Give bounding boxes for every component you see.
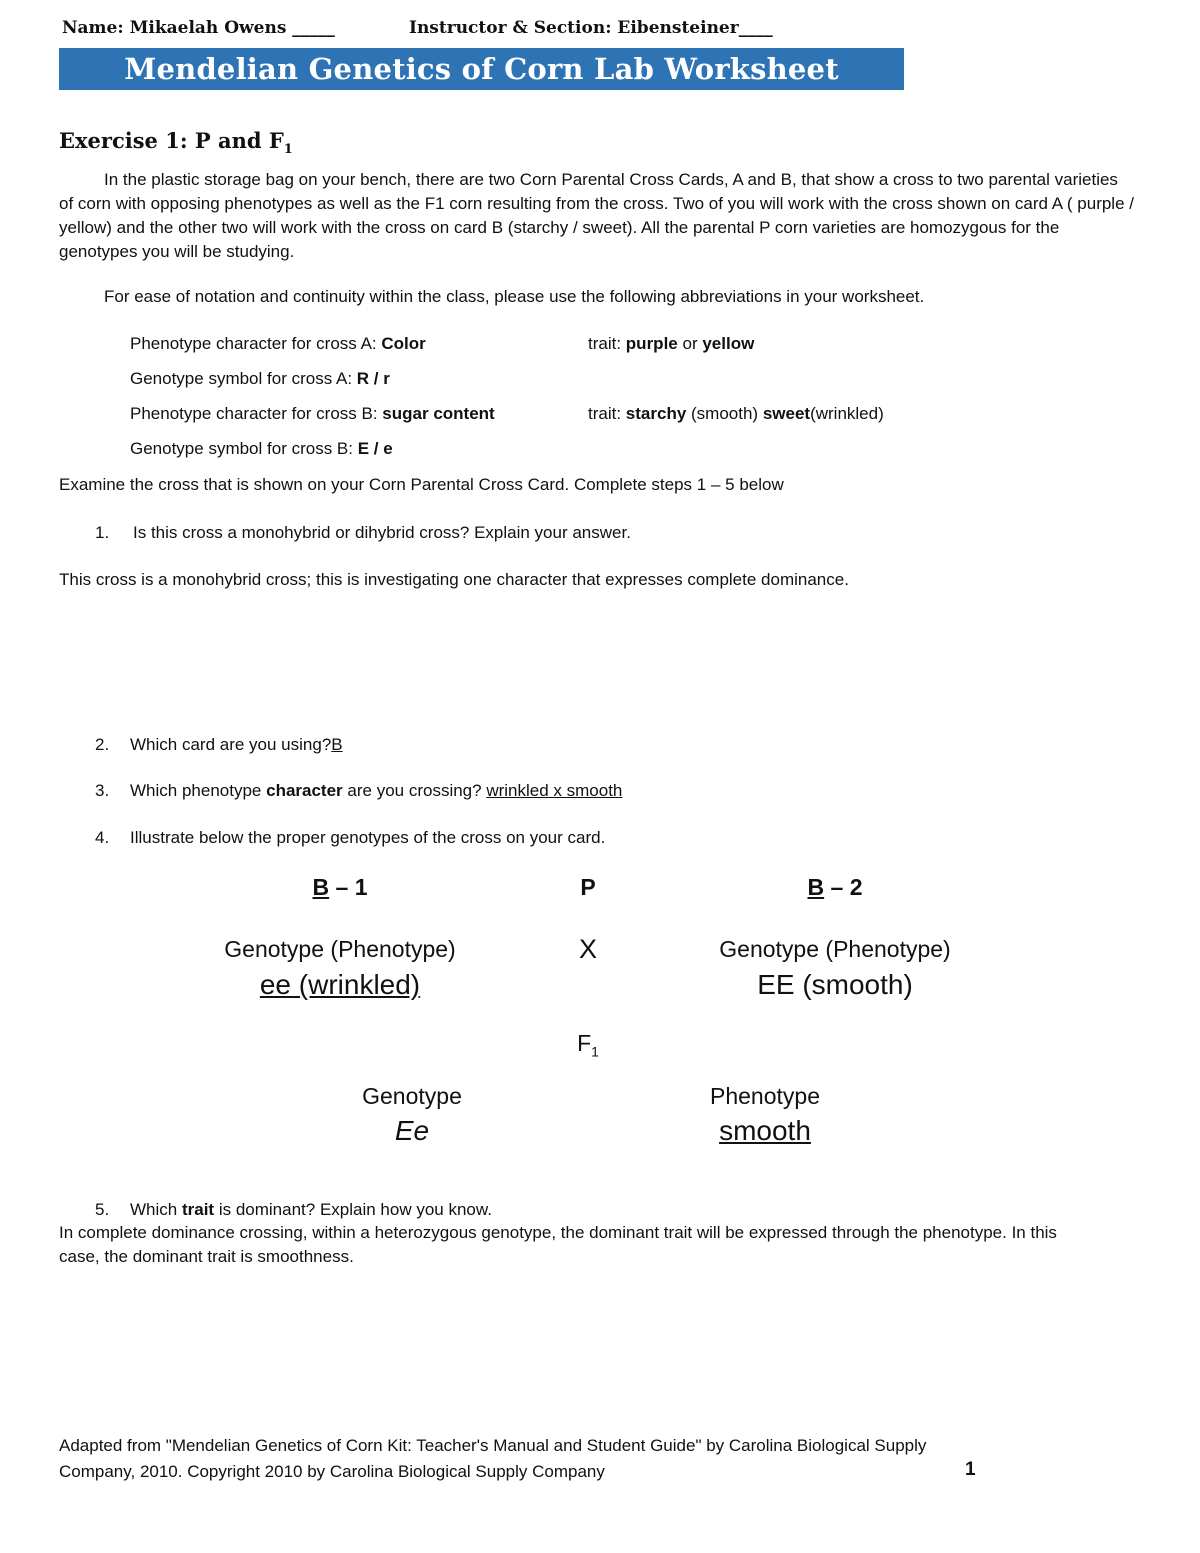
- q3-question: Which phenotype: [130, 781, 262, 800]
- abbrev-label: Phenotype character for cross A:: [130, 334, 377, 353]
- right-parent-genotype: EE (smooth): [757, 969, 913, 1000]
- abbrev-note: (smooth): [691, 404, 759, 423]
- abbrev-a-character: [130, 332, 426, 356]
- examine-instruction: Examine the cross that is shown on your Corn Parental Cross Card. Complete steps 1 – 5 below: [59, 475, 784, 494]
- abbrev-label: trait:: [588, 334, 622, 353]
- footer-line-1: Adapted from "Mendelian Genetics of Corn Kit: Teacher's Manual and Student Guide" by Carolina Biological Supply: [59, 1436, 927, 1455]
- abbrev-or: or: [682, 334, 698, 353]
- card-number: – 2: [824, 874, 863, 900]
- exercise-heading-sub: 1: [283, 142, 293, 158]
- abbrev-label: Phenotype character for cross B:: [130, 404, 378, 423]
- parent-left-card: [240, 874, 440, 901]
- abbrev-value: sugar content: [382, 404, 495, 423]
- footer-attribution: [59, 1433, 1059, 1485]
- q2-answer: B: [331, 735, 343, 754]
- q2-text: [130, 733, 343, 757]
- abbrev-value: purple: [625, 334, 678, 353]
- abbrev-a-trait: [588, 332, 754, 356]
- left-parent-genotype: ee (wrinkled): [259, 969, 421, 1000]
- q1-number: 1.: [95, 523, 110, 542]
- cross-x-symbol: X: [578, 934, 597, 964]
- f1-letter: F: [577, 1030, 592, 1056]
- f1-subscript: 1: [591, 1043, 599, 1060]
- q5-question: Which: [130, 1200, 178, 1219]
- exercise-heading-text: Exercise 1: P and F: [59, 128, 284, 153]
- card-letter: B: [312, 874, 330, 900]
- f1-genotype-label: Genotype: [362, 1083, 462, 1109]
- name-label: Name:: [62, 18, 124, 38]
- abbrev-a-genotype: [130, 367, 390, 391]
- abbrev-b-trait: [588, 402, 884, 426]
- q3-text: [130, 779, 622, 803]
- q5-text: [130, 1198, 492, 1222]
- q3-emphasis: character: [266, 781, 343, 800]
- f1-generation-label: [558, 1030, 618, 1060]
- instructor-label: Instructor & Section:: [409, 18, 612, 38]
- abbrev-label: trait:: [588, 404, 622, 423]
- abbrev-value: R / r: [356, 369, 390, 388]
- instructor-value: Eibensteiner____: [617, 18, 773, 38]
- abbrev-label: Genotype symbol for cross A:: [130, 369, 353, 388]
- card-number: – 1: [329, 874, 368, 900]
- q1-answer: This cross is a monohybrid cross; this is investigating one character that expresses complete dominance.: [59, 570, 849, 589]
- left-genotype-phenotype-label: Genotype (Phenotype): [224, 936, 456, 962]
- abbrev-label: Genotype symbol for cross B:: [130, 439, 353, 458]
- abbrev-b-character: [130, 402, 495, 426]
- card-letter: B: [807, 874, 825, 900]
- f1-phenotype-label: Phenotype: [710, 1083, 820, 1109]
- f1-phenotype-value: smooth: [719, 1115, 811, 1146]
- q5-question-end: is dominant? Explain how you know.: [218, 1200, 492, 1219]
- abbrev-value: E / e: [357, 439, 393, 458]
- q3-number: 3.: [95, 781, 110, 800]
- abbrev-b-genotype: [130, 437, 393, 461]
- q2-number: 2.: [95, 735, 110, 754]
- abbrev-note: (wrinkled): [810, 404, 884, 423]
- q3-question-end: are you crossing?: [347, 781, 482, 800]
- instructor-section: [409, 18, 773, 38]
- footer-line-2: Company, 2010. Copyright 2010 by Carolina Biological Supply Company: [59, 1462, 605, 1481]
- q4-text: Illustrate below the proper genotypes of the cross on your card.: [130, 828, 606, 847]
- abbrev-value: yellow: [702, 334, 755, 353]
- student-name: [62, 18, 335, 38]
- abbrev-value: Color: [381, 334, 426, 353]
- q5-number: 5.: [95, 1200, 110, 1219]
- abbrev-value: sweet: [762, 404, 811, 423]
- name-value: Mikaelah Owens _____: [129, 18, 335, 38]
- q2-question: Which card are you using?: [130, 735, 332, 754]
- q4-number: 4.: [95, 828, 110, 847]
- parent-right-card: [735, 874, 935, 901]
- notation-paragraph: For ease of notation and continuity within the class, please use the following abbreviations in your worksheet.: [104, 287, 925, 306]
- exercise-heading: [59, 128, 293, 157]
- f1-genotype-value: Ee: [394, 1115, 430, 1146]
- q5-answer: In complete dominance crossing, within a heterozygous genotype, the dominant trait will be expressed through the phenotype. In this case, the dominant trait is smoothness.: [59, 1223, 1057, 1266]
- q5-emphasis: trait: [181, 1200, 215, 1219]
- p-generation-label: P: [580, 874, 596, 900]
- intro-paragraph: In the plastic storage bag on your bench, there are two Corn Parental Cross Cards, A and B, that show a cross to two parental varieties of corn with opposing phenotypes as well as the F1 corn resulting from the cross. Two of you will work with the cross shown on card A ( purple / yellow) and the other two will work with the cross on card B (starchy / sweet). All the parental P corn varieties are homozygous for the genotypes you will be studying.: [59, 170, 1134, 261]
- page-title: Mendelian Genetics of Corn Lab Worksheet: [124, 52, 839, 86]
- q1-text: Is this cross a monohybrid or dihybrid cross? Explain your answer.: [133, 523, 631, 542]
- page-number: 1: [965, 1459, 976, 1480]
- q3-answer: wrinkled x smooth: [486, 781, 623, 800]
- right-genotype-phenotype-label: Genotype (Phenotype): [719, 936, 951, 962]
- abbrev-value: starchy: [625, 404, 687, 423]
